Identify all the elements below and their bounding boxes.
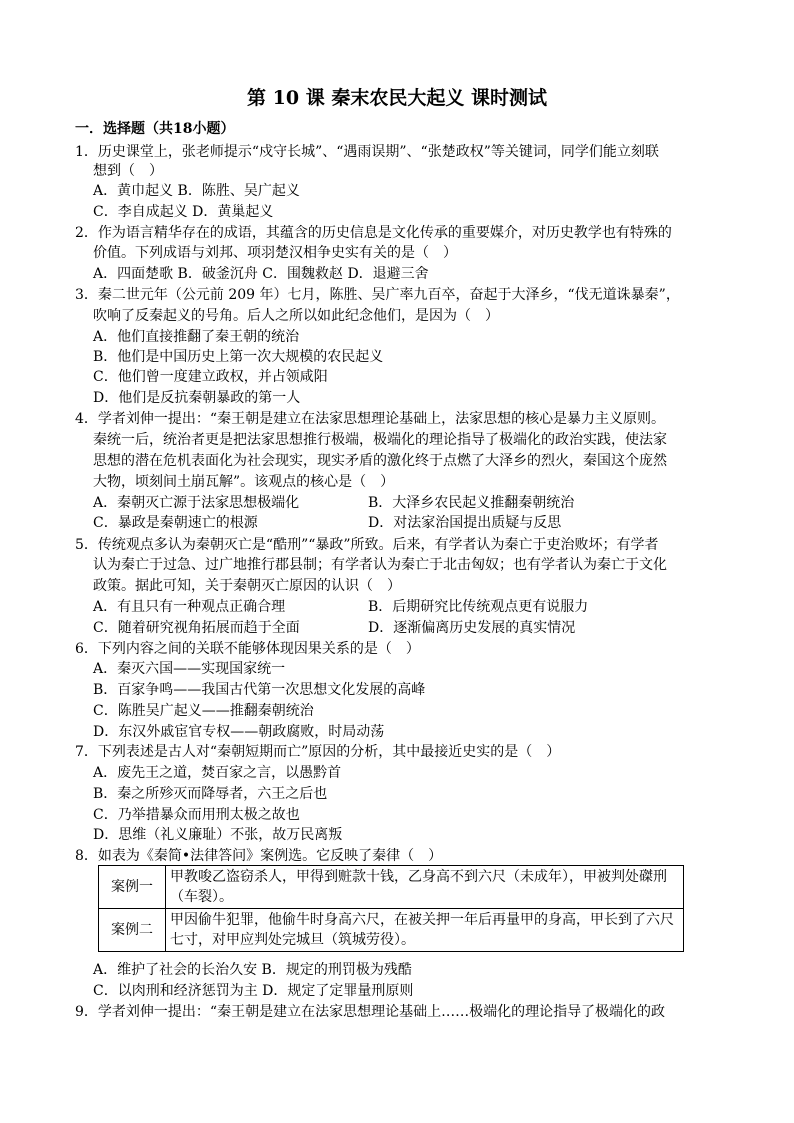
question-6-stem: 6．下列内容之间的关联不能够体现因果关系的是（ ） <box>75 641 420 657</box>
question-4-option-b: B．大泽乡农民起义推翻秦朝统治 <box>368 495 575 511</box>
case-text-line: 甲因偷牛犯罪，他偷牛时身高六尺，在被关押一年后再量甲的身高，甲长到了六尺 <box>170 912 674 928</box>
question-4-stem-line4: 大物，顷刻间土崩瓦解”。该观点的核心是（ ） <box>93 474 395 490</box>
question-2-stem: 2．作为语言精华存在的成语，其蕴含的历史信息是文化传承的重要媒介，对历史教学也有特殊的 <box>75 225 672 241</box>
question-8-stem: 8．如表为《秦简•法律答问》案例选。它反映了秦律（ ） <box>75 848 443 864</box>
question-1-options-ab: A．黄巾起义 B．陈胜、吴广起义 <box>93 183 300 199</box>
question-5-option-b: B．后期研究比传统观点更有说服力 <box>368 599 589 615</box>
question-5-option-c: C．随着研究视角拓展而趋于全面 <box>93 620 300 636</box>
case-label: 案例二 <box>99 909 166 952</box>
question-3-stem: 3．秦二世元年（公元前 209 年）七月，陈胜、吴广率九百卒，奋起于大泽乡，“伐无道诛暴秦”， <box>75 287 680 303</box>
table-row <box>99 909 684 952</box>
case-label: 案例一 <box>99 866 166 909</box>
question-4-stem-line2: 秦统一后，统治者更是把法家思想推行极端，极端化的理论指导了极端化的政治实践，使法家 <box>93 432 667 448</box>
question-9-stem: 9．学者刘伸一提出：“秦王朝是建立在法家思想理论基础上……极端化的理论指导了极端化的政 <box>75 1004 666 1020</box>
question-1-options-cd: C．李自成起义 D．黄巢起义 <box>93 204 274 220</box>
case-text <box>166 909 684 952</box>
question-6-option-a: A．秦灭六国——实现国家统一 <box>93 661 286 677</box>
question-4-option-d: D．对法家治国提出质疑与反思 <box>368 515 562 531</box>
question-3-option-d: D．他们是反抗秦朝暴政的第一人 <box>93 390 301 406</box>
question-3-option-b: B．他们是中国历史上第一次大规模的农民起义 <box>93 349 384 365</box>
question-7-option-c: C．乃举措暴众而用刑太极之故也 <box>93 807 300 823</box>
question-6-option-b: B．百家争鸣——我国古代第一次思想文化发展的高峰 <box>93 682 426 698</box>
question-4-option-a: A．秦朝灭亡源于法家思想极端化 <box>93 495 300 511</box>
question-5-stem-line3: 政策。据此可知，关于秦朝灭亡原因的认识（ ） <box>93 578 401 594</box>
question-1-stem: 1．历史课堂上，张老师提示“戍守长城”、“遇雨误期”、“张楚政权”等关键词，同学们能立刻联 <box>75 144 659 160</box>
question-3-option-a: A．他们直接推翻了秦王朝的统治 <box>93 329 300 345</box>
question-3-option-c: C．他们曾一度建立政权，并占领咸阳 <box>93 369 328 385</box>
question-5-stem: 5．传统观点多认为秦朝灭亡是“酷刑”“暴政”所致。后来，有学者认为秦亡于吏治败坏；有学者 <box>75 537 659 553</box>
question-4-option-c: C．暴政是秦朝速亡的根源 <box>93 515 258 531</box>
question-2-options: A．四面楚歌 B．破釜沉舟 C．围魏救赵 D．退避三舍 <box>93 266 429 282</box>
page-title: 第 10 课 秦末农民大起义 课时测试 <box>247 87 547 109</box>
question-5-stem-line2: 认为秦亡于过急、过广地推行郡县制；有学者认为秦亡于北击匈奴；也有学者认为秦亡于文化 <box>93 557 667 573</box>
question-3-stem-cont: 吹响了反秦起义的号角。后人之所以如此纪念他们，是因为（ ） <box>93 308 499 324</box>
question-2-stem-cont: 价值。下列成语与刘邦、项羽楚汉相争史实有关的是（ ） <box>93 245 457 261</box>
question-5-option-a: A．有且只有一种观点正确合理 <box>93 599 286 615</box>
case-text <box>166 866 684 909</box>
question-7-option-d: D．思维（礼义廉耻）不张，故万民离叛 <box>93 827 343 843</box>
question-8-options-cd: C．以肉刑和经济惩罚为主 D．规定了定罪量刑原则 <box>93 983 414 999</box>
question-7-stem: 7．下列表述是古人对“秦朝短期而亡”原因的分析，其中最接近史实的是（ ） <box>75 744 561 760</box>
case-text-line: 七寸，对甲应判处完城旦（筑城劳役）。 <box>170 932 415 948</box>
question-6-option-d: D．东汉外戚宦官专权——朝政腐败，时局动荡 <box>93 724 385 740</box>
question-4-stem: 4．学者刘伸一提出：“秦王朝是建立在法家思想理论基础上，法家思想的核心是暴力主义原则。 <box>75 411 666 427</box>
question-7-option-a: A．废先王之道，焚百家之言，以愚黔首 <box>93 765 342 781</box>
case-text-line: 甲教唆乙盗窃杀人，甲得到赃款十钱，乙身高不到六尺（未成年），甲被判处磔刑 <box>170 869 667 885</box>
table-row <box>99 866 684 909</box>
question-5-option-d: D．逐渐偏离历史发展的真实情况 <box>368 620 576 636</box>
section-heading: 一．选择题（共18小题） <box>75 121 235 137</box>
question-7-option-b: B．秦之所殄灭而降辱者，六王之后也 <box>93 786 328 802</box>
question-1-stem-cont: 想到（ ） <box>93 163 163 179</box>
case-text-line: （车裂）。 <box>170 889 233 905</box>
question-6-option-c: C．陈胜吴广起义——推翻秦朝统治 <box>93 703 314 719</box>
question-8-options-ab: A．维护了社会的长治久安 B．规定的刑罚极为残酷 <box>93 962 412 978</box>
case-table <box>98 865 684 952</box>
question-4-stem-line3: 思想的潜在危机表面化为社会现实，现实矛盾的激化终于点燃了大泽乡的烈火，秦国这个庞然 <box>93 453 667 469</box>
